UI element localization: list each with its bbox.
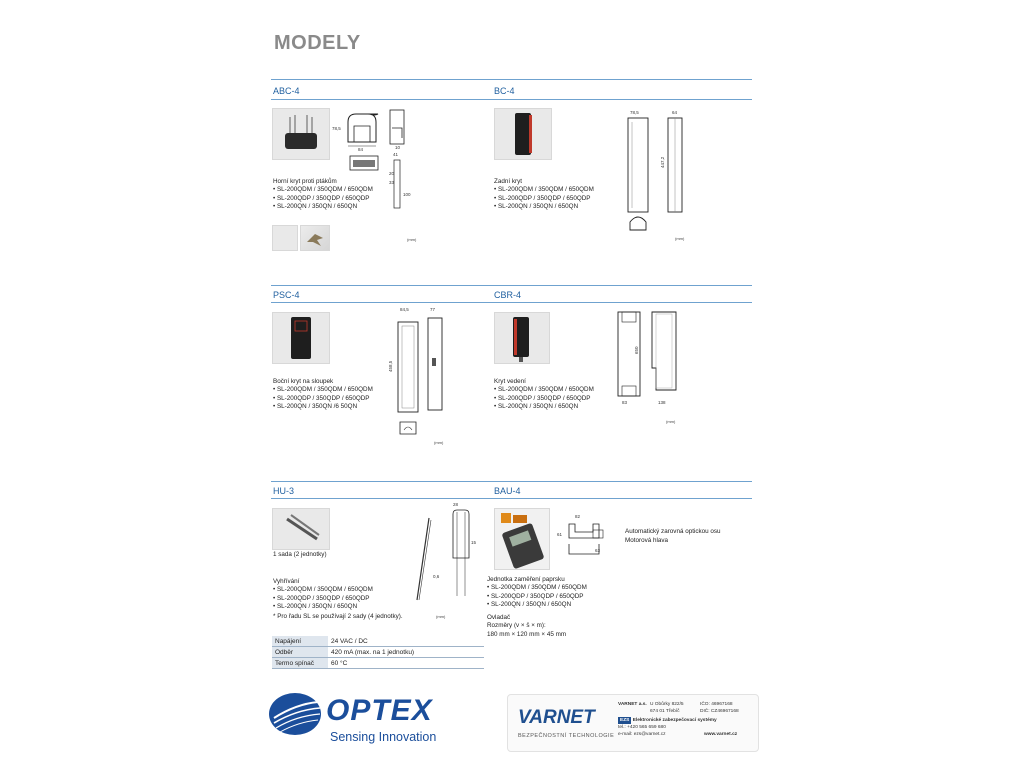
svg-text:138: 138 <box>658 400 666 405</box>
svg-text:15: 15 <box>471 540 477 545</box>
cbr4-unit: (mm) <box>666 419 676 424</box>
abc4-unit: (mm) <box>407 237 417 242</box>
model-line: • SL-200QDM / 350QDM / 650QDM <box>273 586 403 594</box>
spec-value: 420 mA (max. na 1 jednotku) <box>328 647 484 658</box>
bau4-dimensions-value: 180 mm × 120 mm × 45 mm <box>487 630 567 638</box>
bau4-caption: Jednotka zaměření paprsku <box>487 576 565 583</box>
varnet-web-link[interactable]: www.varnet.cz <box>704 732 738 737</box>
psc4-dimension-drawing <box>380 302 460 457</box>
svg-text:82: 82 <box>575 514 581 519</box>
section-title-cbr4: CBR-4 <box>494 290 522 300</box>
divider <box>271 79 752 80</box>
hu3-photo-caption: 1 sada (2 jednotky) <box>273 551 327 558</box>
page-title: MODELY <box>274 32 361 54</box>
model-line: • SL-200QDP / 350QDP / 650QDP <box>487 593 587 601</box>
section-title-hu3: HU-3 <box>273 486 295 496</box>
spec-key: Napájení <box>272 636 328 647</box>
hu3-note: * Pro řadu SL se používají 2 sady (4 jednotky). <box>273 613 403 621</box>
bc4-description <box>494 178 594 211</box>
bau4-side-note <box>625 527 721 545</box>
model-line: • SL-200QDP / 350QDP / 650QDP <box>273 395 373 403</box>
cbr4-caption: Kryt vedení <box>494 378 526 385</box>
optex-tagline: Sensing Innovation <box>330 730 437 744</box>
bau4-controller: Ovladač <box>487 614 511 622</box>
bau4-product-photo <box>494 508 550 570</box>
svg-text:10: 10 <box>395 145 401 150</box>
psc4-caption: Boční kryt na sloupek <box>273 378 334 385</box>
spec-value: 24 VAC / DC <box>328 636 484 647</box>
svg-text:650: 650 <box>634 346 639 354</box>
bau4-side-note-line: Motorová hlava <box>625 537 669 544</box>
divider <box>271 99 752 100</box>
svg-text:0,6: 0,6 <box>433 574 440 579</box>
cbr4-product-photo <box>494 312 550 364</box>
psc4-description <box>273 378 373 411</box>
table-row <box>272 636 484 647</box>
bc4-dimension-drawing <box>620 108 700 243</box>
table-row <box>272 658 484 669</box>
section-title-psc4: PSC-4 <box>273 290 300 300</box>
bau4-side-note-line: Automatický zarovná optickou osu <box>625 528 721 535</box>
psc4-unit: (mm) <box>434 440 444 445</box>
varnet-company: VARNET a.s. <box>618 702 647 707</box>
bau4-dimensions-label: Rozměry (v × š × m): <box>487 622 546 630</box>
divider <box>271 302 752 303</box>
varnet-address-1: U Obůrky 822/5 <box>650 702 684 707</box>
model-line: • SL-200QN / 350QN / 650QN <box>273 203 373 211</box>
hu3-unit: (mm) <box>436 614 446 619</box>
bc4-product-photo <box>494 108 552 160</box>
svg-text:84: 84 <box>358 147 364 152</box>
section-title-abc4: ABC-4 <box>273 86 300 96</box>
spec-value: 60 °C <box>328 658 484 669</box>
spec-key: Termo spínač <box>272 658 328 669</box>
model-line: • SL-200QN / 350QN / 650QN <box>494 403 594 411</box>
abc4-installed-photo <box>272 225 298 251</box>
svg-text:20: 20 <box>389 171 395 176</box>
model-line: • SL-200QDM / 350QDM / 650QDM <box>273 386 373 394</box>
bc4-caption: Zadní kryt <box>494 178 522 185</box>
abc4-product-photo <box>272 108 330 160</box>
svg-text:63: 63 <box>595 548 601 553</box>
bau4-description <box>487 576 587 639</box>
abc4-dimension-drawing <box>330 104 420 249</box>
varnet-contact <box>618 701 754 738</box>
varnet-ezs-text: Elektronické zabezpečovací systémy <box>632 718 717 723</box>
divider <box>271 285 752 286</box>
spec-table <box>272 636 484 669</box>
model-line: • SL-200QDP / 350QDP / 650QDP <box>273 595 403 603</box>
model-line: • SL-200QDM / 350QDM / 650QDM <box>273 186 373 194</box>
svg-text:100: 100 <box>403 192 411 197</box>
svg-text:83: 83 <box>622 400 628 405</box>
model-line: • SL-200QN / 350QN / 650QN <box>487 601 587 609</box>
model-line: • SL-200QN / 350QN /6 50QN <box>273 403 373 411</box>
varnet-dic: DIČ: CZ46967168 <box>700 709 739 714</box>
cbr4-dimension-drawing <box>610 308 690 423</box>
hu3-caption: Vyhřívání <box>273 578 300 585</box>
varnet-ico: IČO: 46967168 <box>700 702 733 707</box>
varnet-email: e-mail: ezs@varnet.cz <box>618 732 666 737</box>
model-line: • SL-200QDP / 350QDP / 650QDP <box>273 195 373 203</box>
model-line: • SL-200QDM / 350QDM / 650QDM <box>494 386 594 394</box>
model-line: • SL-200QN / 350QN / 650QN <box>273 603 403 611</box>
spec-key: Odběr <box>272 647 328 658</box>
bau4-dimension-drawing <box>555 512 615 567</box>
divider <box>271 498 752 499</box>
varnet-logo: VARNET <box>518 707 595 728</box>
svg-text:41: 41 <box>393 152 399 157</box>
abc4-bird-photo <box>300 225 330 251</box>
model-line: • SL-200QDM / 350QDM / 650QDM <box>494 186 594 194</box>
hu3-description <box>273 578 403 621</box>
varnet-card <box>507 694 759 752</box>
model-line: • SL-200QN / 350QN / 650QN <box>494 203 594 211</box>
divider <box>271 481 752 482</box>
svg-text:84,5: 84,5 <box>400 307 409 312</box>
svg-text:33: 33 <box>389 180 395 185</box>
svg-text:61: 61 <box>557 532 563 537</box>
varnet-phone: tel.: +420 565 659 680 <box>618 725 666 730</box>
section-title-bau4: BAU-4 <box>494 486 521 496</box>
svg-text:64: 64 <box>672 110 678 115</box>
abc4-caption: Horní kryt proti ptákům <box>273 178 337 185</box>
svg-text:77: 77 <box>430 307 436 312</box>
hu3-dimension-drawing <box>405 500 485 615</box>
optex-logo <box>268 690 468 750</box>
varnet-subtitle: BEZPEČNOSTNÍ TECHNOLOGIE <box>518 733 615 739</box>
model-line: • SL-200QDP / 350QDP / 650QDP <box>494 395 594 403</box>
psc4-product-photo <box>272 312 330 364</box>
bc4-unit: (mm) <box>675 236 685 241</box>
abc4-description <box>273 178 373 211</box>
optex-wordmark: OPTEX <box>326 694 433 727</box>
model-line: • SL-200QDP / 350QDP / 650QDP <box>494 195 594 203</box>
table-row <box>272 647 484 658</box>
varnet-address-2: 674 01 Třebíč <box>650 709 680 714</box>
svg-text:458,5: 458,5 <box>388 360 393 372</box>
svg-text:78,5: 78,5 <box>630 110 639 115</box>
svg-text:447,2: 447,2 <box>660 156 665 168</box>
model-line: • SL-200QDM / 350QDM / 650QDM <box>487 584 587 592</box>
hu3-product-photo <box>272 508 330 550</box>
cbr4-description <box>494 378 594 411</box>
svg-text:28: 28 <box>453 502 459 507</box>
varnet-ezs-badge: EZS <box>620 718 630 723</box>
section-title-bc4: BC-4 <box>494 86 515 96</box>
svg-text:78,5: 78,5 <box>332 126 341 131</box>
